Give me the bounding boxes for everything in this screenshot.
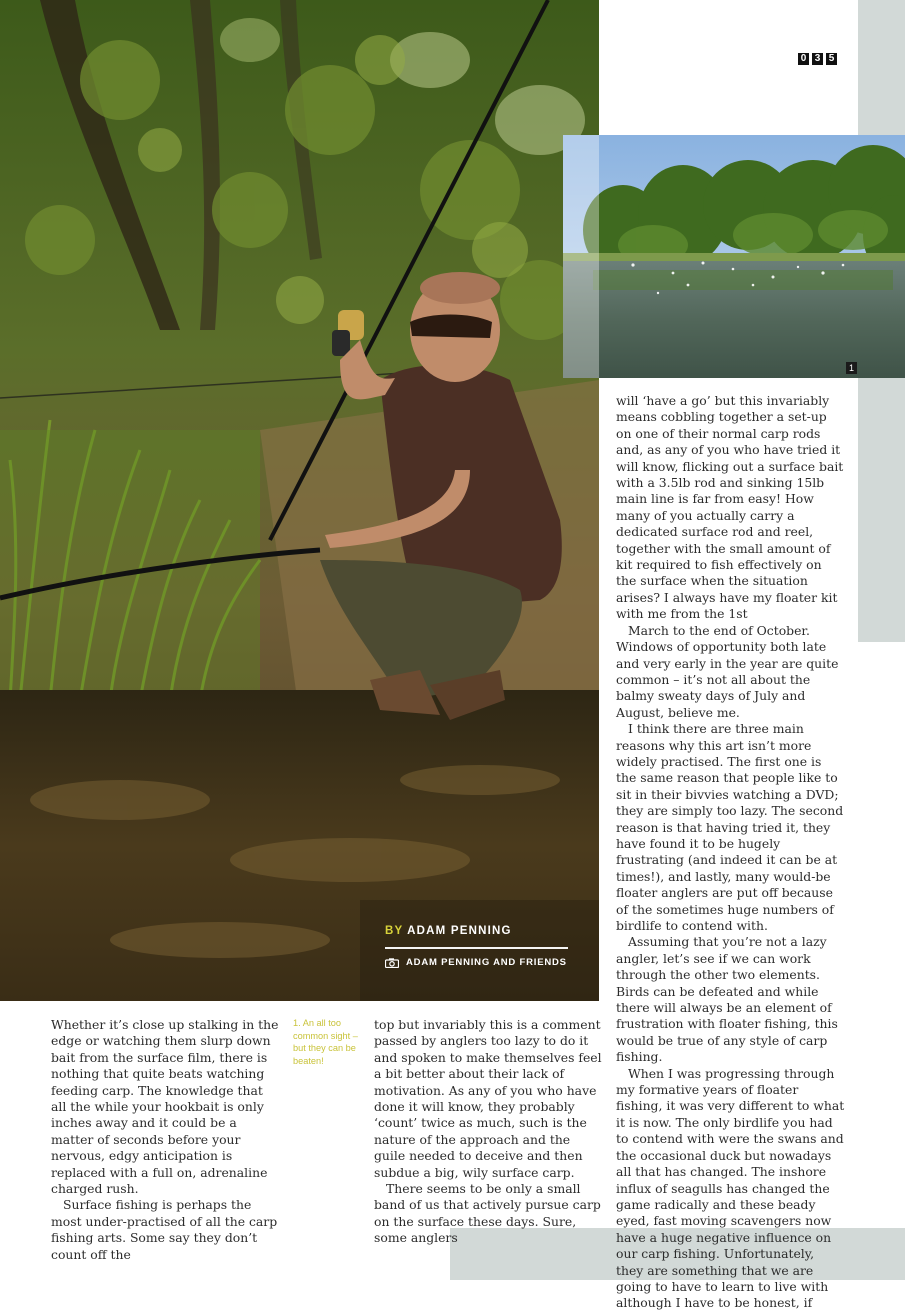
inset-photo-lake <box>563 135 905 378</box>
page-number-digit: 5 <box>826 53 837 65</box>
inset-photo-number: 1 <box>846 362 857 374</box>
article-paragraph: When I was progressing through my formative years of floater fishing, it was very different to what it is now. The only birdlife you had to contend with were the swans and the occasional duck but nowadays all that has changed. The inshore influx of seagulls has changed the game radically and these beady eyed, fast moving scavengers now have a huge negative influence on our carp fishing. Unfortunately, they are something that we are going to have to learn to live with although I have to be honest, if <box>616 1065 845 1311</box>
article-paragraph: I think there are three main reasons why this art isn’t more widely practised. The first one is the same reason that people like to sit in their bivvies watching a DVD; they are simply too lazy. The second reason is that having tried it, they have found it to be hugely frustrating (and indeed it can be at times!), and lastly, many would-be floater anglers are put off because of the sometimes huge numbers of birdlife to contend with. <box>616 721 844 933</box>
photo-credit-line <box>385 957 568 968</box>
byline <box>385 925 568 968</box>
article-paragraph: There seems to be only a small band of us that actively pursue carp on the surface these days. Sure, some anglers <box>374 1181 601 1246</box>
article-paragraph: Surface fishing is perhaps the most under-practised of all the carp fishing arts. Some say they don’t count off the <box>51 1197 278 1262</box>
byline-author: ADAM PENNING <box>407 925 512 937</box>
page-number-digit: 3 <box>812 53 823 65</box>
photo-credit: ADAM PENNING AND FRIENDS <box>406 957 567 968</box>
photo-caption: 1. An all too common sight – but they can be beaten! <box>293 1018 358 1066</box>
page-number-digit: 0 <box>798 53 809 65</box>
article-paragraph: Whether it’s close up stalking in the edge or watching them slurp down bait from the surface film, there is nothing that quite beats watching feeding carp. The knowledge that all the while your hookbait is only inches away and it could be a matter of seconds before your nervous, edgy anticipation is replaced with a full on, adrenaline charged rush. <box>51 1017 279 1197</box>
byline-by-label: BY <box>385 925 404 937</box>
article-paragraph: will ‘have a go’ but this invariably means cobbling together a set-up on one of their normal carp rods and, as any of you who have tried it will know, flicking out a surface bait with a 3.5lb rod and sinking 15lb main line is far from easy! How many of you actually carry a dedicated surface rod and reel, together with the small amount of kit required to fish effectively on the surface when the situation arises? I always have my floater kit with me from the 1st <box>616 393 844 622</box>
article-paragraph: top but invariably this is a comment passed by anglers too lazy to do it and spoken to make themselves feel a bit better about their lack of motivation. As any of you who have done it will know, they probably ‘count’ twice as much, such is the nature of the approach and the guile needed to deceive and then subdue a big, wily surface carp. <box>374 1017 602 1180</box>
page-number <box>798 53 837 65</box>
article-column-3 <box>616 393 845 1312</box>
article-paragraph: Assuming that you’re not a lazy angler, let’s see if we can work through the other two elements. Birds can be defeated and while there will always be an element of frustration with floater fishing, this would be true of any style of carp fishing. <box>616 934 838 1065</box>
camera-icon <box>385 958 399 968</box>
byline-divider <box>385 947 568 949</box>
article-paragraph: March to the end of October. Windows of opportunity both late and very early in the year are quite common – it’s not all about the balmy sweaty days of July and August, believe me. <box>616 622 839 720</box>
article-column-1 <box>51 1017 279 1263</box>
byline-author-line <box>385 925 568 937</box>
article-column-2 <box>374 1017 602 1247</box>
